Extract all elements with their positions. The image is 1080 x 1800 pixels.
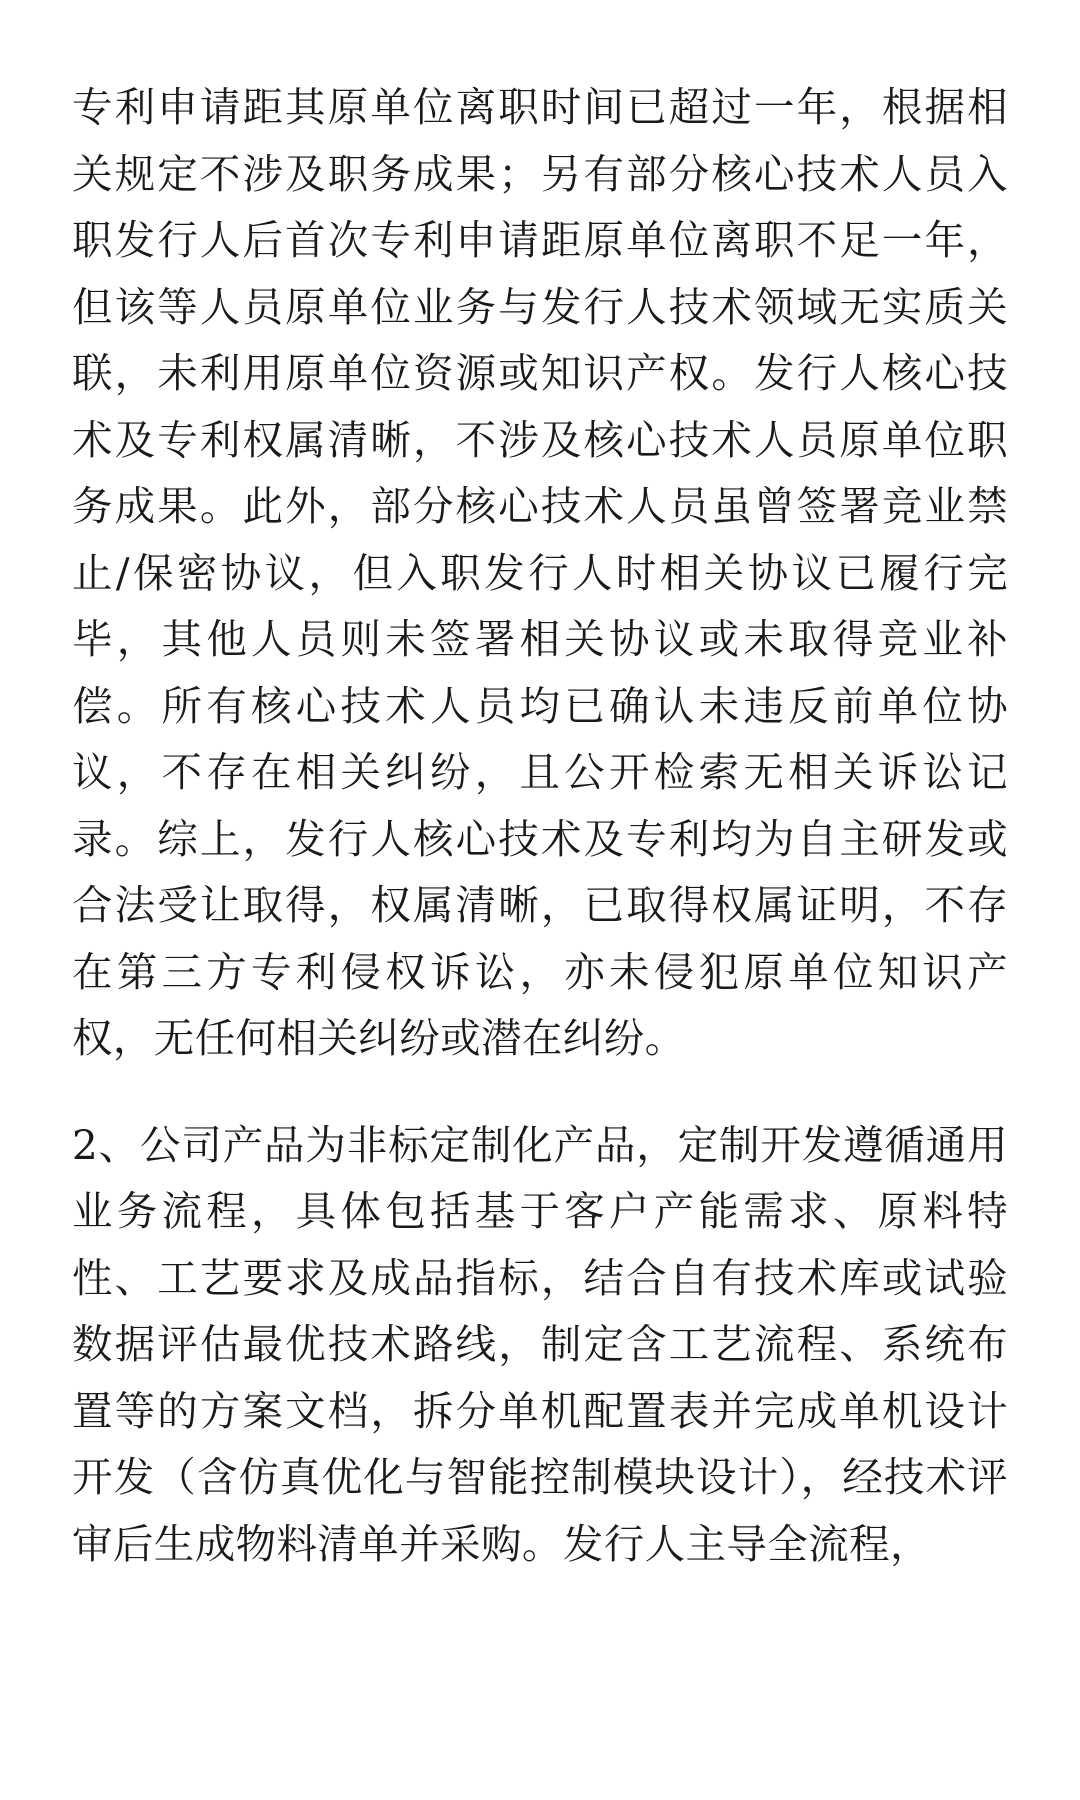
article-body	[72, 74, 1008, 1577]
paragraph-core-tech-ownership: 专利申请距其原单位离职时间已超过一年，根据相关规定不涉及职务成果；另有部分核心技术人员入职发行人后首次专利申请距原单位离职不足一年，但该等人员原单位业务与发行人技术领域无实质关联，未利用原单位资源或知识产权。发行人核心技术及专利权属清晰，不涉及核心技术人员原单位职务成果。此外，部分核心技术人员虽曾签署竞业禁止/保密协议，但入职发行人时相关协议已履行完毕，其他人员则未签署相关协议或未取得竞业补偿。所有核心技术人员均已确认未违反前单位协议，不存在相关纠纷，且公开检索无相关诉讼记录。综上，发行人核心技术及专利均为自主研发或合法受让取得，权属清晰，已取得权属证明，不存在第三方专利侵权诉讼，亦未侵犯原单位知识产权，无任何相关纠纷或潜在纠纷。	[72, 83, 1008, 1062]
paragraph-product-development: 2、公司产品为非标定制化产品，定制开发遵循通用业务流程，具体包括基于客户产能需求、原料特性、工艺要求及成品指标，结合自有技术库或试验数据评估最优技术路线，制定含工艺流程、系统布置等的方案文档，拆分单机配置表并完成单机设计开发（含仿真优化与智能控制模块设计），经技术评审后生成物料清单并采购。发行人主导全流程，	[72, 1120, 1008, 1568]
